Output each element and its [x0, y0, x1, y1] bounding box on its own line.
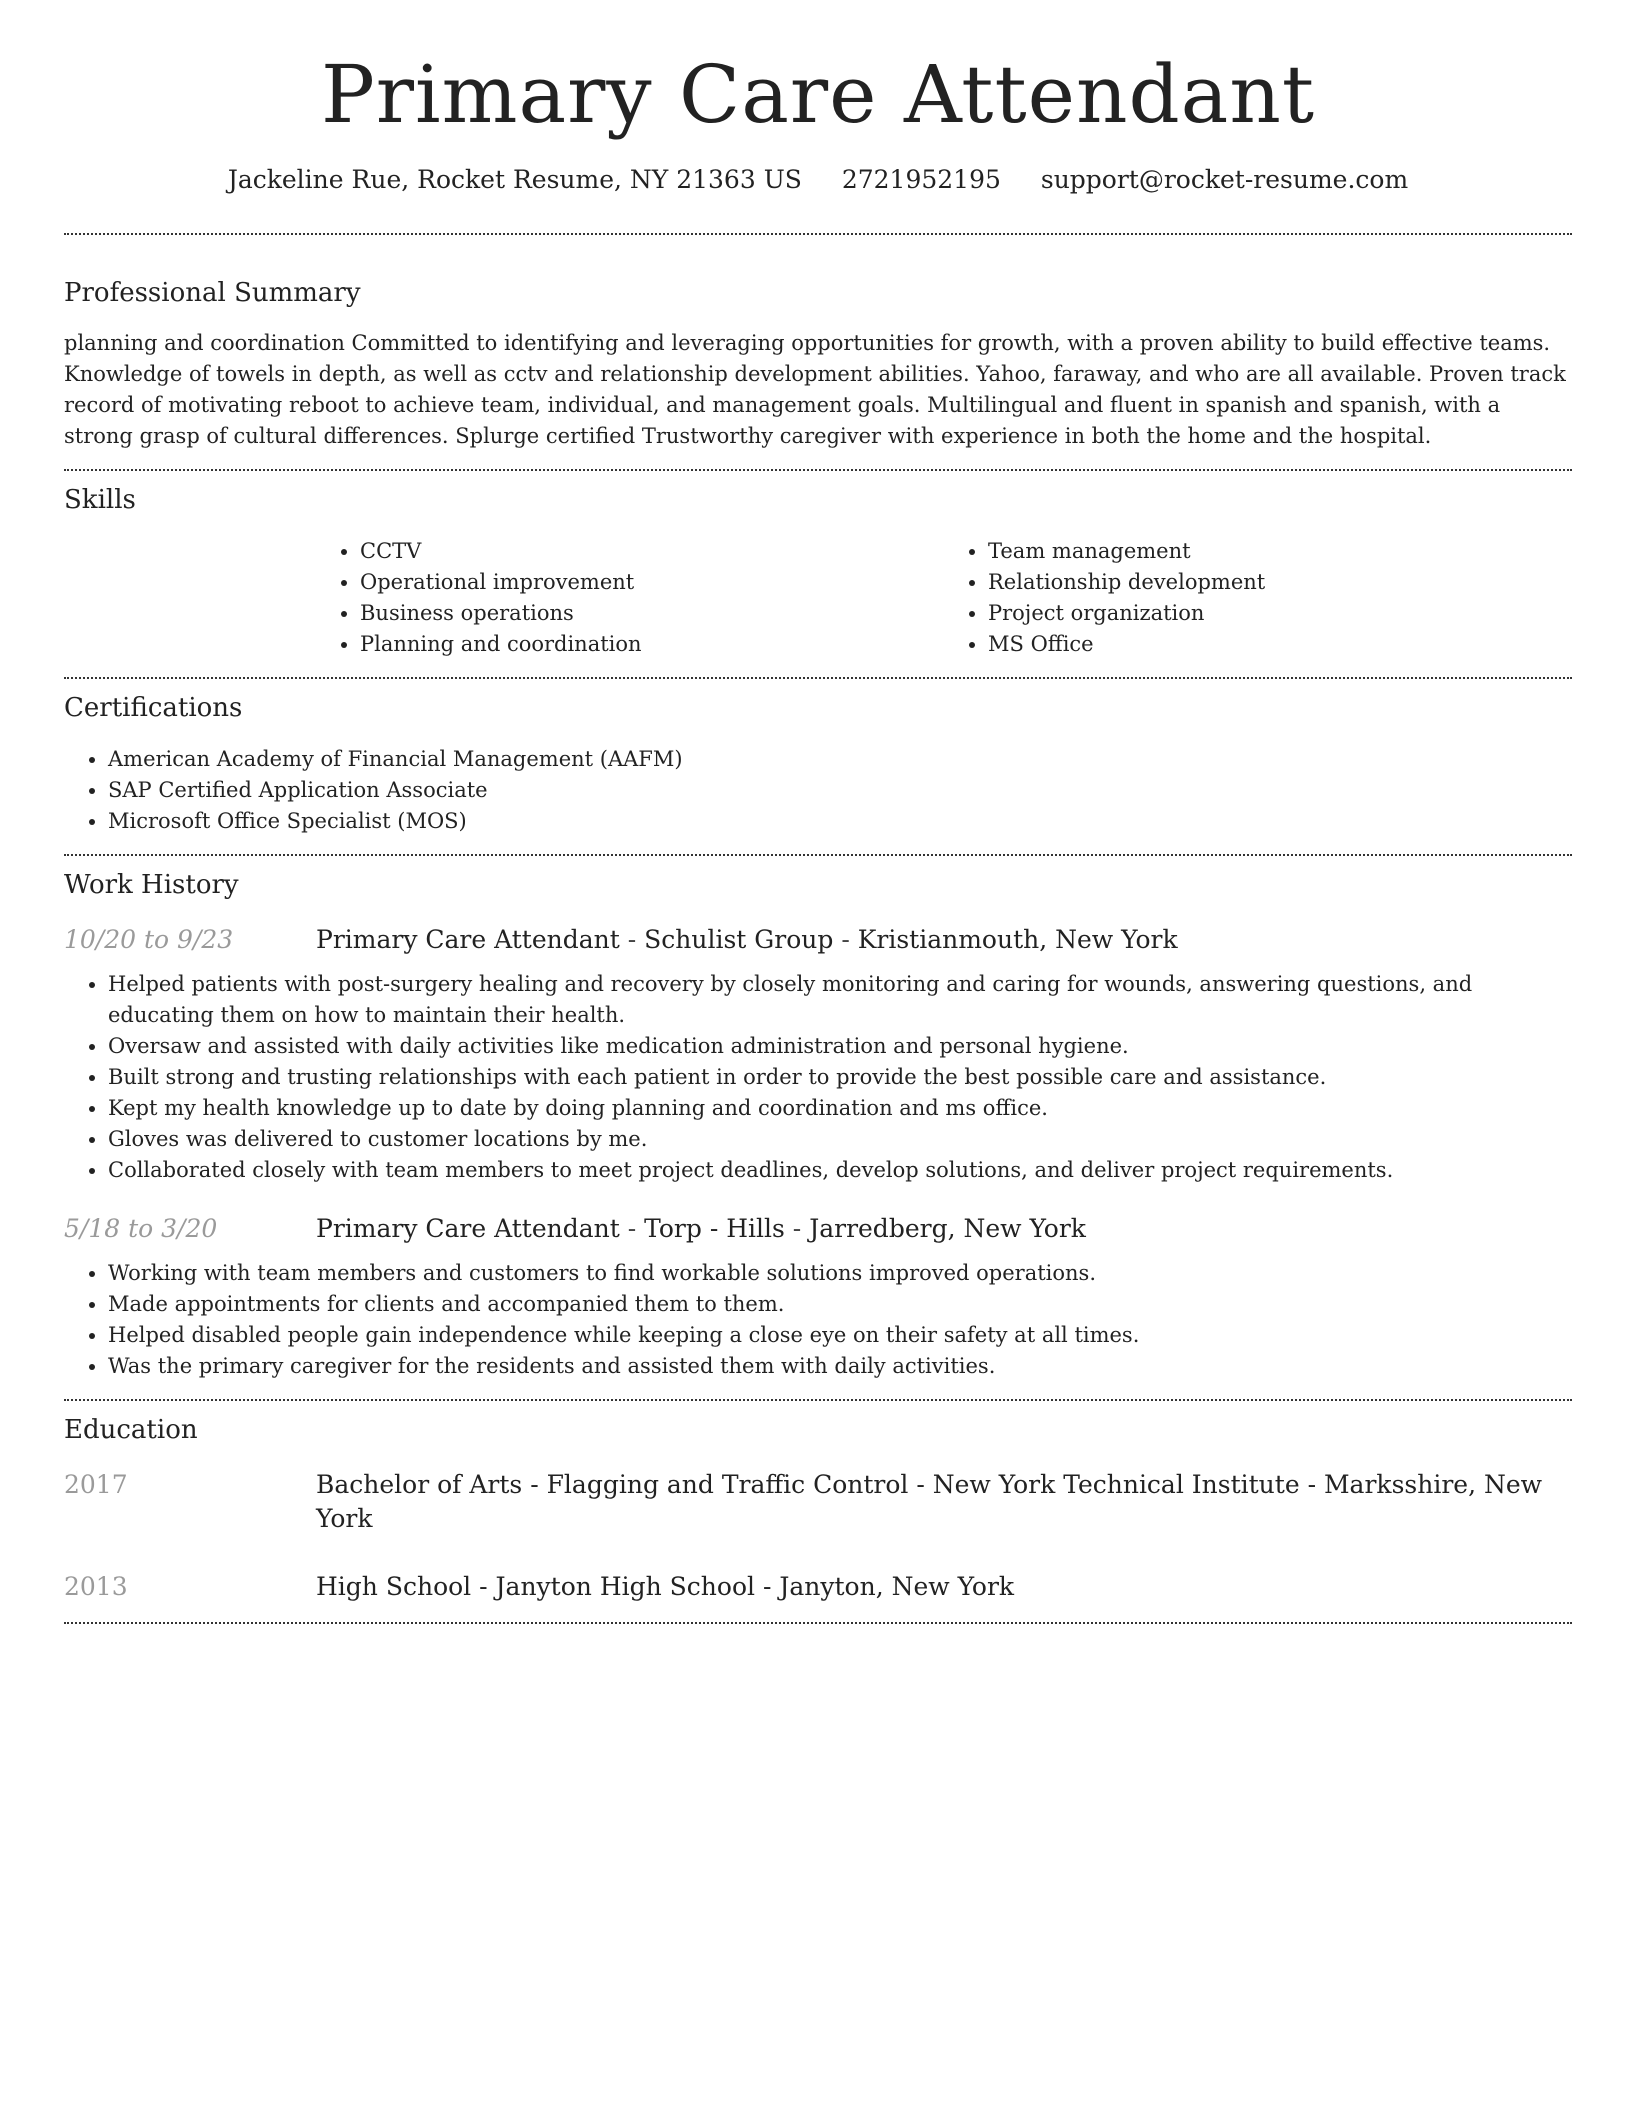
list-item: • Made appointments for clients and accompanied them to them.: [108, 1289, 1572, 1320]
job-title: Primary Care Attendant: [316, 1214, 620, 1243]
list-item: • American Academy of Financial Management (AAFM): [108, 744, 1572, 775]
resume-page: [64, 0, 1572, 1624]
list-item: • Helped patients with post-surgery healing and recovery by closely monitoring and caring for wounds, answering questions, and educating them on how to maintain their health.: [108, 969, 1572, 1031]
contact-email: support@rocket-resume.com: [1040, 165, 1409, 194]
education-heading-line: [316, 1468, 1572, 1536]
list-item: • CCTV: [360, 536, 944, 567]
separator: -: [619, 1214, 645, 1243]
list-item: • Project organization: [988, 598, 1572, 629]
page-title: Primary Care Attendant: [320, 48, 1316, 141]
education-details: - Janyton High School - Janyton, New York: [471, 1572, 1015, 1601]
education-year: 2013: [64, 1572, 128, 1601]
divider: [64, 1622, 1572, 1624]
certifications-heading: Certifications: [64, 693, 243, 723]
summary-text: planning and coordination Committed to identifying and leveraging opportunities for growth, with a proven ability to build effective teams. Knowledge of towels in depth, as well as cctv and relationship development abilities. Yahoo, faraway, and who are all available. Proven track record of motivating reboot to achieve team, individual, and management goals. Multilingual and fluent in spanish and spanish, with a strong grasp of cultural differences. Splurge certified Trustworthy caregiver with experience in both the home and the hospital.: [64, 331, 1566, 448]
list-item: • Planning and coordination: [360, 629, 944, 660]
contact-line: [64, 164, 1572, 196]
list-item: • Built strong and trusting relationships with each patient in order to provide the best possible care and assistance.: [108, 1062, 1572, 1093]
education-heading-line: [316, 1570, 1014, 1604]
job-dates: 10/20 to 9/23: [64, 925, 234, 954]
education-entry: [64, 1468, 1572, 1536]
job-dates: 5/18 to 3/20: [64, 1214, 218, 1243]
job-heading: [316, 923, 1178, 957]
skills-heading: Skills: [64, 485, 136, 515]
list-item: • Was the primary caregiver for the residents and assisted them with daily activities.: [108, 1351, 1572, 1382]
list-item: • Oversaw and assisted with daily activities like medication administration and personal hygiene.: [108, 1031, 1572, 1062]
divider: [64, 1399, 1572, 1401]
education-degree: Bachelor of Arts - Flagging and Traffic Control: [316, 1470, 909, 1499]
divider: [64, 469, 1572, 471]
separator: -: [619, 925, 645, 954]
separator: -: [784, 1214, 810, 1243]
divider: [64, 233, 1572, 235]
list-item: • MS Office: [988, 629, 1572, 660]
contact-address: Jackeline Rue, Rocket Resume, NY 21363 US: [227, 165, 802, 194]
list-item: • Working with team members and customers to find workable solutions improved operations.: [108, 1258, 1572, 1289]
job-bullets: [64, 969, 1572, 1186]
skills-column-right: [944, 536, 1572, 660]
job-heading: [316, 1212, 1086, 1246]
job-location: Kristianmouth, New York: [857, 925, 1178, 954]
education-year: 2017: [64, 1470, 128, 1499]
education-entry: [64, 1570, 1572, 1604]
separator: -: [833, 925, 858, 954]
job-entry: [64, 1212, 1572, 1246]
certifications-list: [64, 744, 1572, 837]
education-details: - New York Technical Institute - Marksshire, New York: [316, 1470, 1543, 1533]
skills-column-left: [316, 536, 944, 660]
job-company: Torp - Hills: [644, 1214, 785, 1243]
list-item: • Microsoft Office Specialist (MOS): [108, 806, 1572, 837]
list-item: • Operational improvement: [360, 567, 944, 598]
list-item: • Collaborated closely with team members to meet project deadlines, develop solutions, and deliver project requirements.: [108, 1155, 1572, 1186]
work-heading: Work History: [64, 870, 239, 900]
job-company: Schulist Group: [644, 925, 834, 954]
education-degree: High School: [316, 1572, 472, 1601]
list-item: • Kept my health knowledge up to date by doing planning and coordination and ms office.: [108, 1093, 1572, 1124]
list-item: • Business operations: [360, 598, 944, 629]
job-location: Jarredberg, New York: [809, 1214, 1086, 1243]
divider: [64, 677, 1572, 679]
summary-heading: Professional Summary: [64, 278, 361, 308]
job-entry: [64, 923, 1572, 957]
list-item: • SAP Certified Application Associate: [108, 775, 1572, 806]
list-item: • Relationship development: [988, 567, 1572, 598]
skills-list: [316, 536, 1572, 660]
job-bullets: [64, 1258, 1572, 1382]
job-title: Primary Care Attendant: [316, 925, 620, 954]
contact-phone: 2721952195: [841, 165, 1001, 194]
divider: [64, 854, 1572, 856]
list-item: • Helped disabled people gain independence while keeping a close eye on their safety at all times.: [108, 1320, 1572, 1351]
list-item: • Gloves was delivered to customer locations by me.: [108, 1124, 1572, 1155]
list-item: • Team management: [988, 536, 1572, 567]
education-heading: Education: [64, 1415, 198, 1445]
